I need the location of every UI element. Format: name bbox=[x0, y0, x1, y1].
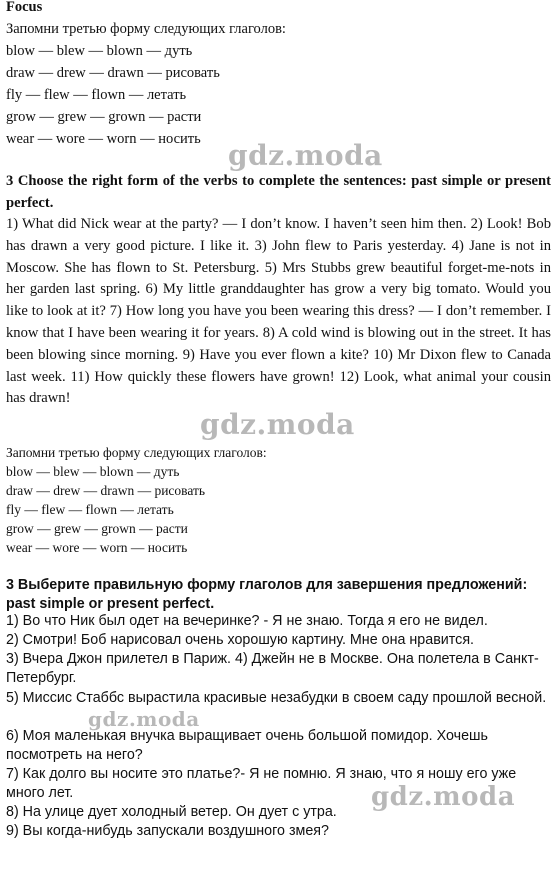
exercise-ru-heading: 3 Выберите правильную форму глаголов для завершения предложений: past simple or present perfect. bbox=[6, 577, 528, 613]
exercise-ru-item: 7) Как долго вы носите это платье?- Я не помню. Я знаю, что я ношу его уже много лет. bbox=[6, 766, 517, 802]
exercise-ru-item: 9) Вы когда-нибудь запускали воздушного змея? bbox=[6, 823, 329, 839]
verb-line: wear — wore — worn — носить bbox=[6, 131, 201, 147]
watermark-logo: gdz.moda bbox=[371, 782, 516, 812]
verb-line: blow — blew — blown — дуть bbox=[6, 464, 180, 479]
watermark-logo: gdz.moda bbox=[200, 408, 355, 441]
exercise-en-heading: 3 Choose the right form of the verbs to complete the sentences: past simple or present perfect. bbox=[6, 173, 551, 211]
exercise-ru-item: 5) Миссис Стаббс вырастила красивые незабудки в своем саду прошлой весной. bbox=[6, 690, 547, 706]
verb-line: blow — blew — blown — дуть bbox=[6, 43, 193, 59]
watermark-logo: gdz.moda bbox=[88, 707, 200, 731]
focus-title: Focus bbox=[6, 0, 43, 15]
verb-line: draw — drew — drawn — рисовать bbox=[6, 483, 206, 498]
verb-line: fly — flew — flown — летать bbox=[6, 87, 187, 103]
verb-line: wear — wore — worn — носить bbox=[6, 540, 188, 555]
exercise-ru-item: 8) На улице дует холодный ветер. Он дует с утра. bbox=[6, 804, 337, 820]
verb-line: fly — flew — flown — летать bbox=[6, 502, 174, 517]
exercise-en-body: 1) What did Nick wear at the party? — I don’t know. I haven’t seen him then. 2) Look! Bob has drawn a very good picture. I like it. 3) John flew to Paris yesterday. 4) Jane is not in Moscow. She has flown to St. Petersburg. 5) Mrs Stubbs grew beautiful forget-me-nots in her garden last spring. 6) My little granddaughter has grow a very big tomato. Would you like to look at it? 7) How long you have you been wearing this dress? — I don’t remember. I know that I have been wearing it for years. 8) A cold wind is blowing out in the street. It has been blowing since morning. 9) Have you ever flown a kite? 10) Mr Dixon flew to Canada last week. 11) How quickly these flowers have grown! 12) Look, what animal your cousin has drawn! bbox=[6, 216, 551, 407]
verbs-intro-middle: Запомни третью форму следующих глаголов: bbox=[6, 445, 267, 460]
verb-line: grow — grew — grown — расти bbox=[6, 521, 188, 536]
exercise-ru-item: 1) Во что Ник был одет на вечеринке? - Я не знаю. Тогда я его не видел. bbox=[6, 613, 488, 629]
exercise-ru-item: 2) Смотри! Боб нарисовал очень хорошую картину. Мне она нравится. bbox=[6, 632, 475, 648]
verbs-intro-top: Запомни третью форму следующих глаголов: bbox=[6, 21, 286, 37]
watermark-logo: gdz.moda bbox=[228, 139, 383, 172]
exercise-ru-item: 3) Вчера Джон прилетел в Париж. 4) Джейн не в Москве. Она полетела в Санкт-Петербург. bbox=[6, 651, 539, 687]
verb-line: grow — grew — grown — расти bbox=[6, 109, 202, 125]
exercise-ru-item: 6) Моя маленькая внучка выращивает очень большой помидор. Хочешь посмотреть на него? bbox=[6, 728, 488, 764]
verb-line: draw — drew — drawn — рисовать bbox=[6, 65, 220, 81]
